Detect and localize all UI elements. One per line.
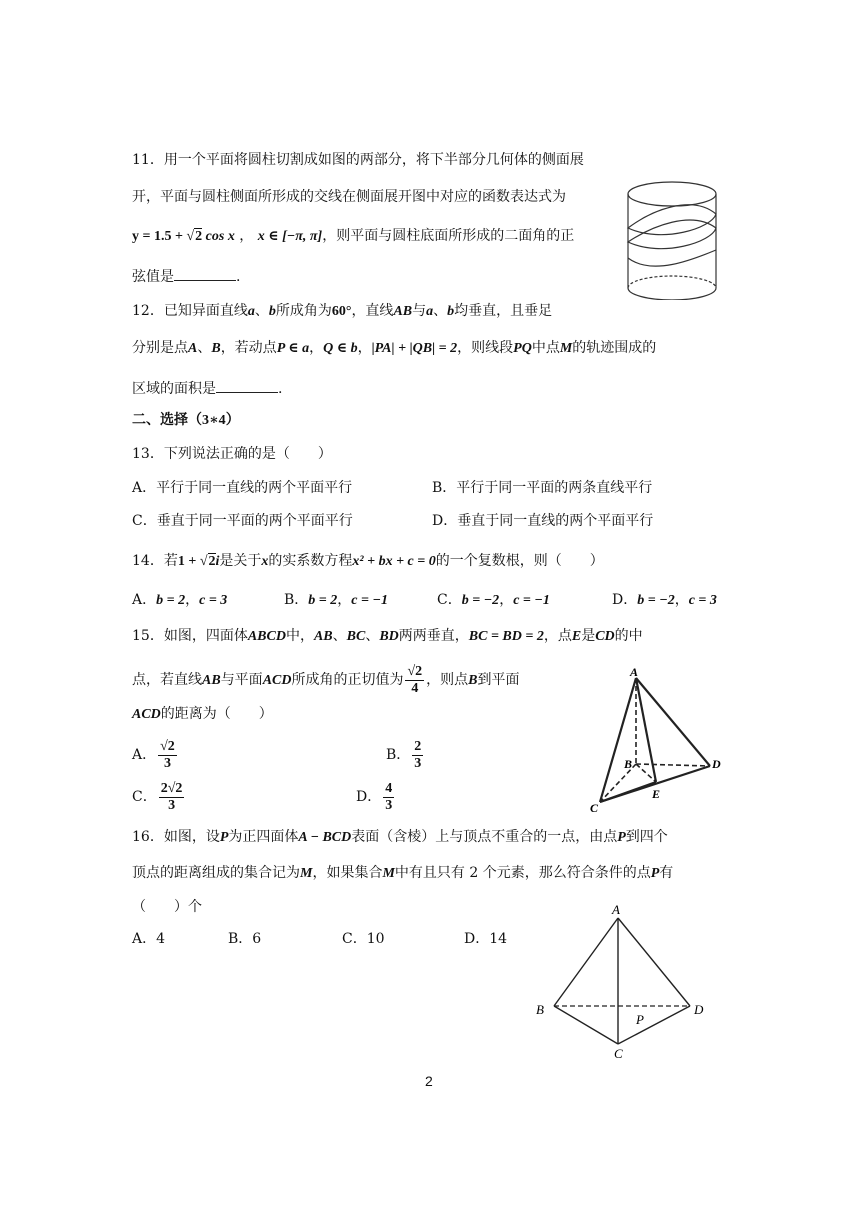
q15-label-e: E <box>652 787 661 801</box>
q11-formula-sqrt: √2 <box>186 229 203 244</box>
q11-formula-b: cos x <box>202 229 235 244</box>
q14-option-a[interactable]: A．b = 2，c = 3 <box>132 592 228 608</box>
q15-option-c[interactable]: C． $\frac{2√2}{3}$ <box>132 780 183 813</box>
q15-label-b: B <box>624 757 633 771</box>
q15-label-d: D <box>712 757 721 771</box>
q11-line3: y = 1.5 + √2 cos x ， x ∈ [−π, π]，则平面与圆柱底面所形成的二面角的正 <box>132 228 575 244</box>
q15-option-b[interactable]: B． $\frac{2}{3}$ <box>386 738 422 771</box>
q12-line1: 12．已知异面直线a、b所成角为60°，直线AB与a、b均垂直，且垂足 <box>132 303 553 319</box>
q16-line3: （ ）个 <box>132 899 202 915</box>
q13-option-a[interactable]: A．平行于同一直线的两个平面平行 <box>132 480 353 496</box>
q15-tan-fraction: $\frac{√2}{4}$ <box>407 663 423 696</box>
cylinder-figure <box>622 180 722 300</box>
q13-option-c[interactable]: C．垂直于同一平面的两个平面平行 <box>132 513 353 529</box>
q13-option-b[interactable]: B．平行于同一平面的两条直线平行 <box>432 480 653 496</box>
q15-option-d[interactable]: D． $\frac{4}{3}$ <box>356 780 393 813</box>
tetrahedron-abcd-figure <box>582 664 732 814</box>
q16-label-c: C <box>614 1046 623 1061</box>
q11-line3-tail: ，则平面与圆柱底面所形成的二面角的正 <box>322 228 575 244</box>
q11-domain: x ∈ [−π, π] <box>257 229 323 244</box>
regular-tetrahedron-figure <box>530 902 720 1062</box>
q15-line3: ACD的距离为（ ） <box>132 706 273 722</box>
q14-option-d[interactable]: D．b = −2，c = 3 <box>612 592 717 608</box>
q11-formula-a: y = 1.5 + <box>132 229 187 244</box>
q16-label-a: A <box>612 902 620 917</box>
page-number: 2 <box>425 1073 433 1089</box>
q11-answer-blank[interactable] <box>174 266 236 281</box>
q14-stem: 14．若1 + √2i是关于x的实系数方程x² + bx + c = 0的一个复数根，则（ ） <box>132 553 604 569</box>
q16-option-d[interactable]: D．14 <box>464 931 508 947</box>
q11-line4: 弦值是 . <box>132 266 240 287</box>
q14-option-b[interactable]: B．b = 2，c = −1 <box>284 592 388 608</box>
q13-option-d[interactable]: D．垂直于同一直线的两个平面平行 <box>432 513 654 529</box>
q16-label-d: D <box>694 1002 704 1017</box>
q16-line1: 16．如图，设P为正四面体A − BCD表面（含棱）上与顶点不重合的一点，由点P到四个 <box>132 829 668 845</box>
q16-label-b: B <box>536 1002 544 1017</box>
q13-stem: 13．下列说法正确的是（ ） <box>132 446 332 462</box>
q15-option-a[interactable]: A． $\frac{√2}{3}$ <box>132 738 175 771</box>
q11-line2: 开，平面与圆柱侧面所形成的交线在侧面展开图中对应的函数表达式为 <box>132 189 566 205</box>
q12-answer-blank[interactable] <box>216 378 278 393</box>
q16-option-a[interactable]: A．4 <box>132 931 166 947</box>
q16-label-p: P <box>636 1012 644 1027</box>
section-heading: 二、选择（3∗4） <box>132 412 240 428</box>
q16-option-c[interactable]: C．10 <box>342 931 385 947</box>
q14-option-c[interactable]: C．b = −2，c = −1 <box>437 592 550 608</box>
q16-line2: 顶点的距离组成的集合记为M，如果集合M中有且只有 2 个元素，那么符合条件的点P有 <box>132 865 674 881</box>
q15-label-c: C <box>590 801 599 814</box>
q15-line2: 点，若直线AB与平面ACD所成角的正切值为 $\frac{√2}{4}$ ，则点B到平面 <box>132 663 520 696</box>
q12-line2: 分别是点A、B，若动点P ∈ a，Q ∈ b，|PA| + |QB| = 2，则线段PQ中点M的轨迹围成的 <box>132 340 657 356</box>
q15-label-a: A <box>630 665 639 679</box>
q15-line1: 15．如图，四面体ABCD中，AB、BC、BD两两垂直，BC = BD = 2，点E是CD的中 <box>132 628 643 644</box>
q12-line3: 区域的面积是 . <box>132 378 282 399</box>
q16-option-b[interactable]: B．6 <box>228 931 262 947</box>
q11-line1: 11．用一个平面将圆柱切割成如图的两部分，将下半部分几何体的侧面展 <box>132 152 584 168</box>
